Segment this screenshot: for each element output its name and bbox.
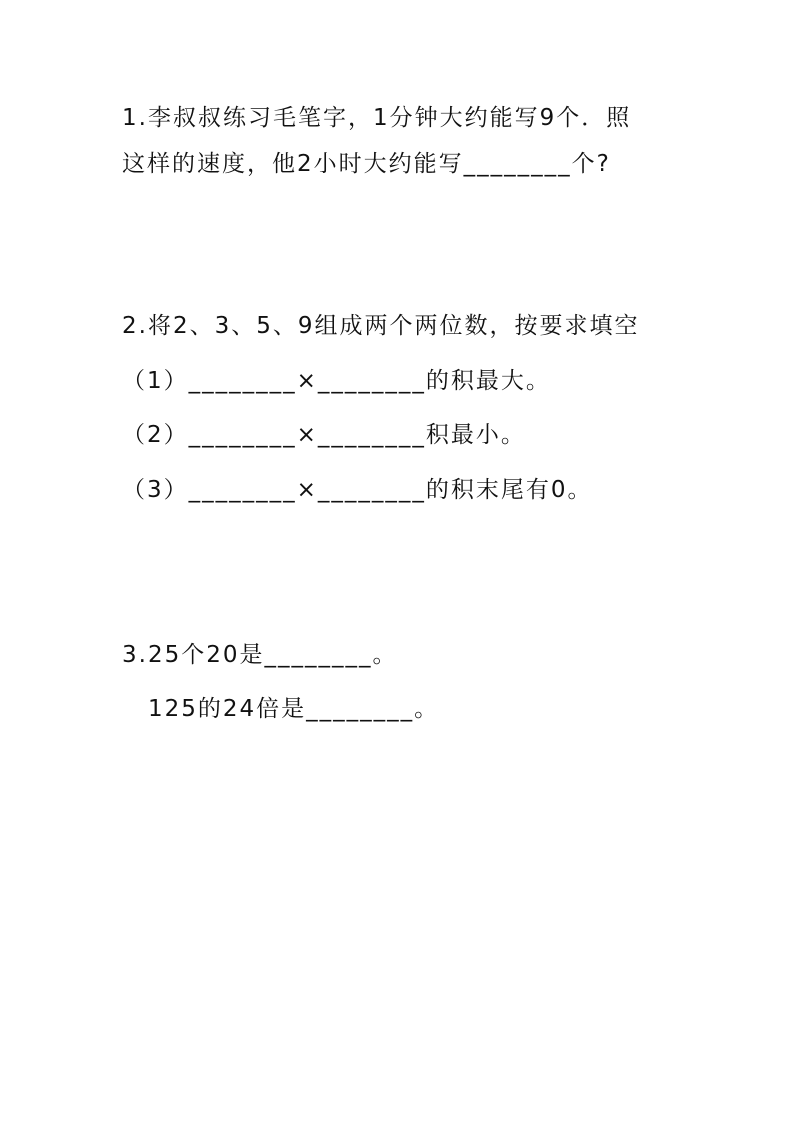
question-3-line-1: 3.25个20是________。: [122, 642, 398, 668]
question-1-line-1: 1.李叔叔练习毛笔字，1分钟大约能写9个．照: [122, 105, 632, 131]
question-2-heading: 2.将2、3、5、9组成两个两位数，按要求填空: [122, 313, 640, 339]
question-2-part-3: （3）________×________的积末尾有0。: [122, 477, 593, 503]
question-2-part-2: （2）________×________积最小。: [122, 422, 526, 448]
question-1-line-2: 这样的速度，他2小时大约能写________个?: [122, 151, 611, 177]
question-3-line-2: 125的24倍是________。: [148, 696, 440, 722]
question-2-part-1: （1）________×________的积最大。: [122, 368, 551, 394]
